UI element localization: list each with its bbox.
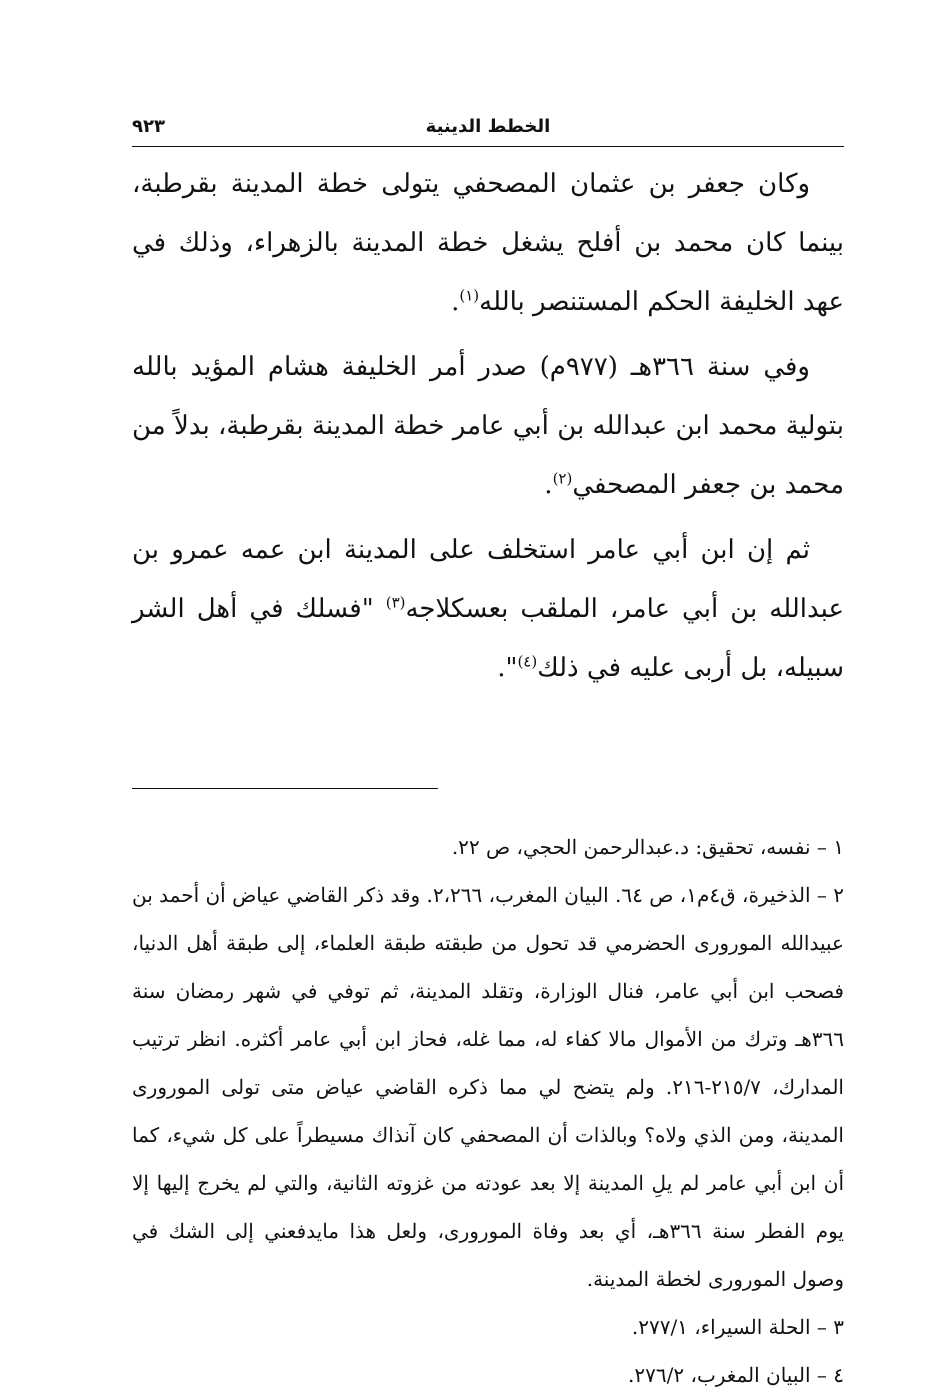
footnote-marker-4: (٤): [517, 652, 538, 671]
paragraph-2-end: .: [544, 470, 553, 500]
paragraph-3-quote: "فسلك في أهل الشر سبيله، بل أربى عليه في ذلك: [132, 594, 844, 683]
paragraph-1: [132, 155, 844, 332]
paragraph-2-text: وفي سنة ٣٦٦هـ (٩٧٧م) صدر أمر الخليفة هشام المؤيد بالله بتولية محمد ابن عبدالله بن أبي عامر خطة المدينة بقرطبة، بدلاً من محمد بن جعفر المصحفي: [132, 352, 844, 500]
running-header: [132, 110, 844, 147]
paragraph-3: [132, 521, 844, 698]
page-number: ٩٢٣: [132, 116, 165, 137]
footnote-1: ١ – نفسه، تحقيق: د.عبدالرحمن الحجي، ص ٢٢.: [451, 835, 844, 859]
footnote-marker-1: (١): [459, 286, 480, 305]
paragraph-1-text: وكان جعفر بن عثمان المصحفي يتولى خطة المدينة بقرطبة، بينما كان محمد بن أفلح يشغل خطة المدينة بالزهراء، وذلك في عهد الخليفة الحكم المستنصر بالله: [132, 169, 844, 317]
footnotes: [132, 823, 844, 1399]
book-page: [132, 110, 844, 704]
footnote-separator: [132, 788, 438, 789]
footnote-4: ٤ – البيان المغرب، ٢٧٦/٢.: [628, 1363, 844, 1387]
paragraph-3-end: ".: [497, 653, 518, 683]
footnote-2: ٢ – الذخيرة، ق٤م١، ص ٦٤. البيان المغرب، ٢،٢٦٦. وقد ذكر القاضي عياض أن أحمد بن عبيدالله المورورى الحضرمي قد تحول من طبقته طبقة العلماء، إلى طبقة أهل الدنيا، فصحب ابن أبي عامر، فنال الوزارة، وتقلد المدينة، ثم توفي في شهر رمضان سنة ٣٦٦هـ وترك من الأموال مالا كفاء له، مما غله، فحاز ابن أبي عامر أكثره. انظر ترتيب المدارك، ٢١٥/٧-٢١٦. ولم يتضح لي مما ذكره القاضي عياض متى تولى المورورى المدينة، ومن الذي ولاه؟ وبالذات أن المصحفي كان آنذاك مسيطراً على كل شيء، كما أن ابن أبي عامر لم يلِ المدينة إلا بعد عودته من غزوته الثانية، والتي لم يخرج إليها إلا يوم الفطر سنة ٣٦٦هـ، أي بعد وفاة المورورى، ولعل هذا مايدفعني إلى الشك في وصول المورورى لخطة المدينة.: [132, 883, 844, 1291]
footnotes-wrap: [132, 718, 844, 1399]
footnote-marker-2: (٢): [552, 469, 573, 488]
paragraph-2: [132, 338, 844, 515]
paragraph-3-space: [374, 594, 386, 624]
body-text: [132, 155, 844, 698]
paragraph-3-text: ثم إن ابن أبي عامر استخلف على المدينة ابن عمه عمرو بن عبدالله بن أبي عامر، الملقب بعسكلاجه: [132, 535, 844, 624]
footnote-marker-3: (٣): [385, 593, 406, 612]
paragraph-1-end: .: [451, 287, 460, 317]
footnote-3: ٣ – الحلة السيراء، ٢٧٧/١.: [631, 1315, 844, 1339]
running-title: الخطط الدينية: [425, 116, 551, 137]
